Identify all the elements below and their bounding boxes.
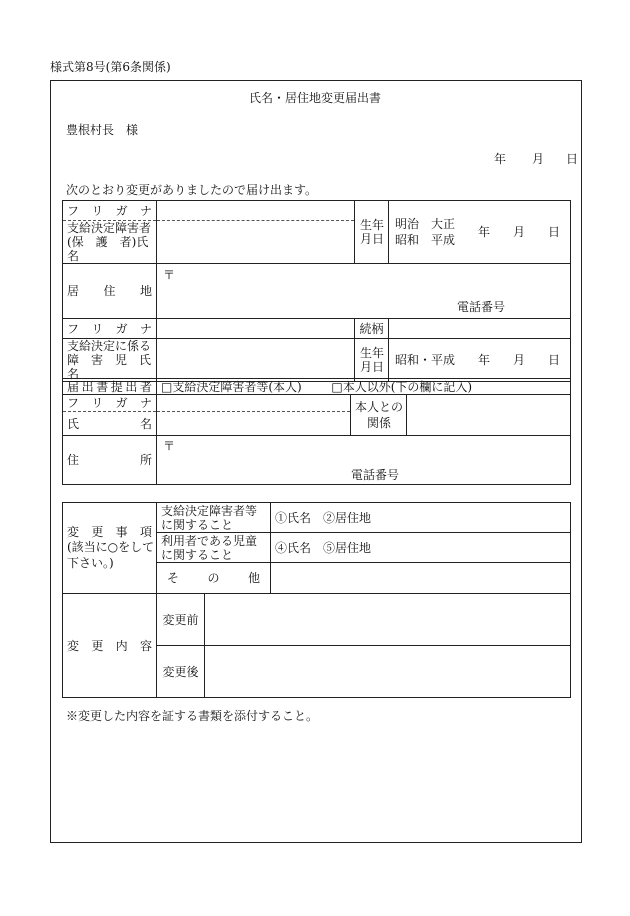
before-field[interactable] [205,594,571,646]
submitter-address-field[interactable] [157,436,571,485]
child-row-label: 利用者である児童に関すること [157,533,271,563]
child-name-label: 支給決定に係る障 害 児 氏 名 [63,339,157,382]
furigana-field[interactable] [157,201,355,221]
before-label: 変更前 [157,594,205,646]
change-items-label: 変 更 事 項 (該当に○をして下さい。) [63,503,157,594]
submitter-postal-mark: 〒 [163,438,176,453]
submitter-furigana-label: フ リ ガ ナ [63,395,157,412]
change-table [62,502,571,698]
other-label: そ の 他 [157,563,271,594]
child-month-label: 月 [513,353,526,367]
birth-month-label: 月 [513,225,526,239]
relation-to-self-field[interactable] [407,395,571,436]
payee-options[interactable]: ①氏名 ②居住地 [271,503,571,533]
submitter-name-label: 氏 名 [63,412,157,436]
payee-name-label: 支給決定障害者(保 護 者)氏名 [63,221,157,264]
birthdate-field[interactable] [389,201,571,264]
submitter-table [62,378,571,485]
addressee: 豊根村長 様 [66,123,139,137]
date-year-label[interactable]: 年 [494,152,507,166]
date-month-label[interactable]: 月 [532,152,545,166]
furigana2-label: フ リ ガ ナ [63,319,157,339]
relation-field[interactable] [389,319,571,339]
relation-label: 続柄 [355,319,389,339]
intro-text: 次のとおり変更がありましたので届け出ます。 [66,183,318,197]
form-number: 様式第8号(第6条関係) [50,60,171,74]
footnote: ※変更した内容を証する書類を添付すること。 [66,709,319,723]
submitter-address-label: 住 所 [63,436,157,485]
submitter-label: 届出書提出者 [63,379,157,395]
phone-label: 電話番号 [457,299,506,314]
residence-label: 居 住 地 [63,264,157,319]
child-name-field[interactable] [157,339,355,382]
birth-day-label: 日 [548,225,561,239]
residence-field[interactable] [157,264,571,319]
postal-mark: 〒 [163,267,176,282]
change-contents-label: 変 更 内 容 [63,594,157,698]
submitter-name-field[interactable] [157,412,351,436]
option-self-checkbox[interactable]: □支給決定障害者等(本人) [161,379,302,394]
birthdate-label: 生年月日 [355,201,389,264]
child-birthdate-field[interactable] [389,339,571,382]
submitter-phone-label: 電話番号 [351,467,400,482]
era-line2: 昭和 平成 [395,233,456,247]
after-field[interactable] [205,646,571,698]
other-field[interactable] [271,563,571,594]
child-day-label: 日 [548,353,561,367]
after-label: 変更後 [157,646,205,698]
furigana-label: フ リ ガ ナ [63,201,157,221]
payee-name-field[interactable] [157,221,355,264]
child-year-label: 年 [478,353,491,367]
option-other-checkbox[interactable]: □本人以外(下の欄に記入) [331,379,473,394]
era-child: 昭和・平成 [395,353,456,367]
era-line1: 明治 大正 [395,217,456,231]
payee-table [62,200,571,382]
relation-to-self-label: 本人との関係 [351,395,407,436]
payee-row-label: 支給決定障害者等に関すること [157,503,271,533]
form-title: 氏名・居住地変更届出書 [248,91,381,105]
birth-year-label: 年 [478,225,491,239]
furigana2-field[interactable] [157,319,355,339]
child-options[interactable]: ④氏名 ⑤居住地 [271,533,571,563]
submitter-options [157,379,571,395]
submitter-furigana-field[interactable] [157,395,351,412]
date-day-label[interactable]: 日 [566,152,579,166]
child-birthdate-label: 生年月日 [355,339,389,382]
